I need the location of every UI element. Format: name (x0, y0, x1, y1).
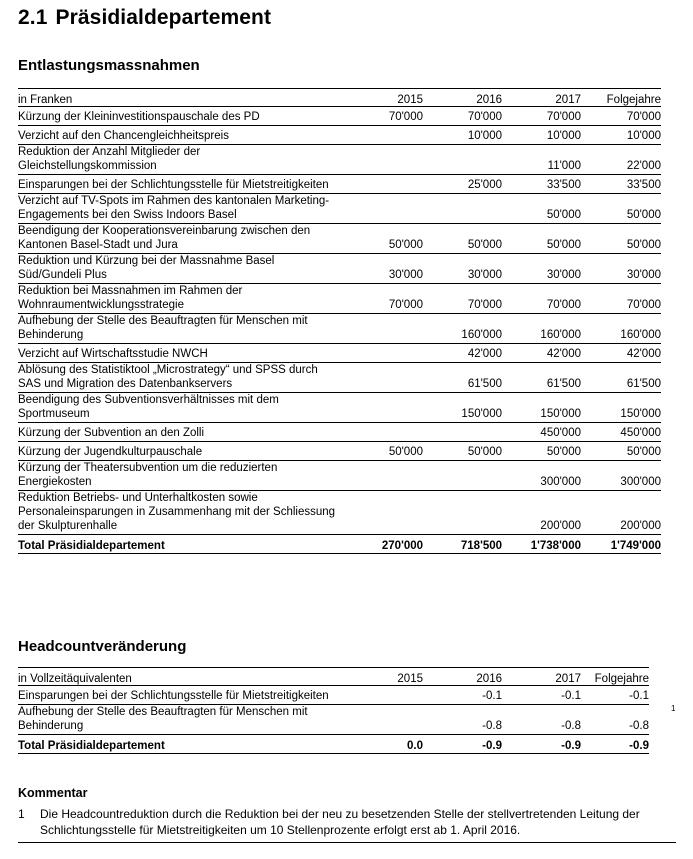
cell-value: 160'000 (581, 314, 661, 344)
cell-value: 42'000 (502, 344, 581, 363)
cell-value: 30'000 (581, 254, 661, 284)
unit-label: in Franken (18, 89, 344, 107)
cell-value: 50'000 (344, 442, 423, 461)
column-header: Folgejahre (581, 668, 649, 686)
row-label: Reduktion bei Massnahmen im Rahmen der Wohnraumentwicklungsstrategie (18, 284, 344, 314)
table-row (18, 194, 661, 224)
cell-value: 200'000 (581, 491, 661, 535)
cell-value: 30'000 (423, 254, 502, 284)
cell-value: 33'500 (502, 175, 581, 194)
row-label: Kürzung der Theatersubvention um die reduzierten Energiekosten (18, 461, 344, 491)
table-row (18, 442, 661, 461)
cell-value: -0.8 (502, 705, 581, 735)
total-value: 1'738'000 (502, 535, 581, 554)
row-label: Verzicht auf Wirtschaftsstudie NWCH (18, 344, 344, 363)
cell-value (344, 145, 423, 175)
table-row (18, 314, 661, 344)
cell-value (344, 393, 423, 423)
table-row (18, 686, 649, 705)
cell-value (344, 344, 423, 363)
cell-value: 50'000 (423, 224, 502, 254)
cell-value: 450'000 (581, 423, 661, 442)
cell-value (344, 686, 423, 705)
total-value: 718'500 (423, 535, 502, 554)
cell-value: 300'000 (581, 461, 661, 491)
bottom-rule (18, 842, 676, 843)
table-header-row (18, 89, 661, 107)
cell-value: 70'000 (344, 284, 423, 314)
row-label: Einsparungen bei der Schlichtungsstelle für Mietstreitigkeiten (18, 686, 344, 705)
cell-value: 70'000 (423, 107, 502, 126)
cell-value: -0.1 (581, 686, 649, 705)
cell-value (423, 461, 502, 491)
total-value: 1'749'000 (581, 535, 661, 554)
cell-value: -0.8 (581, 705, 649, 735)
cell-value: 50'000 (502, 224, 581, 254)
row-label: Reduktion der Anzahl Mitglieder der Gleichstellungskommission (18, 145, 344, 175)
cell-value (344, 491, 423, 535)
cell-value: 150'000 (581, 393, 661, 423)
cell-value: 30'000 (344, 254, 423, 284)
cell-value: 70'000 (581, 107, 661, 126)
table-row (18, 254, 661, 284)
cell-value (344, 126, 423, 145)
kommentar-heading: Kommentar (18, 786, 88, 800)
entlastung-table (18, 88, 661, 554)
row-label: Kürzung der Subvention an den Zolli (18, 423, 344, 442)
cell-value (423, 145, 502, 175)
cell-value: 70'000 (581, 284, 661, 314)
row-label: Reduktion und Kürzung bei der Massnahme Basel Süd/Gundeli Plus (18, 254, 344, 284)
cell-value: -0.8 (423, 705, 502, 735)
total-label: Total Präsidialdepartement (18, 735, 344, 754)
cell-value: 10'000 (581, 126, 661, 145)
row-label: Verzicht auf TV-Spots im Rahmen des kantonalen Marketing-Engagements bei den Swiss Indoors Basel (18, 194, 344, 224)
cell-value: 450'000 (502, 423, 581, 442)
table-row (18, 705, 649, 735)
unit-label: in Vollzeitäquivalenten (18, 668, 344, 686)
cell-value (344, 705, 423, 735)
column-header: 2017 (502, 668, 581, 686)
table-row (18, 393, 661, 423)
cell-value: 50'000 (502, 194, 581, 224)
cell-value: 61'500 (502, 363, 581, 393)
table-row (18, 175, 661, 194)
row-label: Aufhebung der Stelle des Beauftragten für Menschen mit Behinderung (18, 314, 344, 344)
cell-value: 70'000 (502, 284, 581, 314)
table-row (18, 107, 661, 126)
cell-value: 50'000 (581, 194, 661, 224)
table-row (18, 284, 661, 314)
kommentar-text: Die Headcountreduktion durch die Reduktion bei der neu zu besetzenden Stelle der stellvertretenden Leitung der Schlichtungsstelle für Mietstreitigkeiten um 10 Stellenprozente erfolgt erst ab 1. April 2016. (40, 807, 640, 837)
cell-value: 10'000 (423, 126, 502, 145)
table-row (18, 423, 661, 442)
row-label: Aufhebung der Stelle des Beauftragten für Menschen mit Behinderung (18, 705, 344, 735)
cell-value (423, 423, 502, 442)
total-value: -0.9 (502, 735, 581, 754)
section-number: 2.1 (18, 6, 48, 29)
cell-value (344, 423, 423, 442)
column-header: 2016 (423, 668, 502, 686)
column-header: 2017 (502, 89, 581, 107)
headcount-table (18, 667, 649, 754)
cell-value: 25'000 (423, 175, 502, 194)
cell-value: 50'000 (581, 442, 661, 461)
footnote-marker: 1 (671, 704, 676, 713)
kommentar-number: 1 (18, 807, 25, 821)
cell-value: 150'000 (423, 393, 502, 423)
row-label: Ablösung des Statistiktool „Microstrategy“ und SPSS durch SAS und Migration des Datenbankservers (18, 363, 344, 393)
table-row (18, 145, 661, 175)
total-value: 270'000 (344, 535, 423, 554)
column-header: 2015 (344, 668, 423, 686)
cell-value: 42'000 (581, 344, 661, 363)
table-row (18, 363, 661, 393)
row-label: Einsparungen bei der Schlichtungsstelle für Mietstreitigkeiten (18, 175, 344, 194)
total-value: 0.0 (344, 735, 423, 754)
cell-value: 50'000 (581, 224, 661, 254)
total-value: -0.9 (581, 735, 649, 754)
table-row (18, 461, 661, 491)
total-label: Total Präsidialdepartement (18, 535, 344, 554)
cell-value: 30'000 (502, 254, 581, 284)
kommentar-item (18, 806, 678, 838)
cell-value: 61'500 (423, 363, 502, 393)
cell-value: 10'000 (502, 126, 581, 145)
row-label: Beendigung der Kooperationsvereinbarung zwischen den Kantonen Basel-Stadt und Jura (18, 224, 344, 254)
table-row (18, 491, 661, 535)
cell-value: 61'500 (581, 363, 661, 393)
row-label: Kürzung der Kleininvestitionspauschale des PD (18, 107, 344, 126)
column-header: Folgejahre (581, 89, 661, 107)
cell-value (344, 363, 423, 393)
cell-value: 42'000 (423, 344, 502, 363)
cell-value: 22'000 (581, 145, 661, 175)
entlastung-heading: Entlastungsmassnahmen (18, 57, 200, 74)
table-row (18, 344, 661, 363)
row-label: Kürzung der Jugendkulturpauschale (18, 442, 344, 461)
column-header: 2015 (344, 89, 423, 107)
cell-value: 33'500 (581, 175, 661, 194)
total-row (18, 535, 661, 554)
cell-value (344, 175, 423, 194)
row-label: Beendigung des Subventionsverhältnisses mit dem Sportmuseum (18, 393, 344, 423)
column-header: 2016 (423, 89, 502, 107)
headcount-heading: Headcountveränderung (18, 638, 187, 655)
cell-value (423, 491, 502, 535)
cell-value: 300'000 (502, 461, 581, 491)
cell-value: 70'000 (423, 284, 502, 314)
cell-value: 160'000 (423, 314, 502, 344)
table-header-row (18, 668, 649, 686)
total-value: -0.9 (423, 735, 502, 754)
row-label: Verzicht auf den Chancengleichheitspreis (18, 126, 344, 145)
cell-value: 50'000 (344, 224, 423, 254)
page-title (18, 6, 271, 30)
cell-value: 150'000 (502, 393, 581, 423)
section-title: Präsidialdepartement (55, 6, 272, 29)
cell-value: 160'000 (502, 314, 581, 344)
table-row (18, 126, 661, 145)
cell-value: 70'000 (502, 107, 581, 126)
cell-value: -0.1 (423, 686, 502, 705)
cell-value: 70'000 (344, 107, 423, 126)
row-label: Reduktion Betriebs- und Unterhaltkosten sowie Personaleinsparungen in Zusammenhang mit der Schliessung der Skulpturenhalle (18, 491, 344, 535)
total-row (18, 735, 649, 754)
cell-value: -0.1 (502, 686, 581, 705)
cell-value: 11'000 (502, 145, 581, 175)
cell-value (344, 194, 423, 224)
cell-value: 50'000 (502, 442, 581, 461)
cell-value: 200'000 (502, 491, 581, 535)
cell-value (344, 461, 423, 491)
cell-value (344, 314, 423, 344)
cell-value (423, 194, 502, 224)
table-row (18, 224, 661, 254)
cell-value: 50'000 (423, 442, 502, 461)
